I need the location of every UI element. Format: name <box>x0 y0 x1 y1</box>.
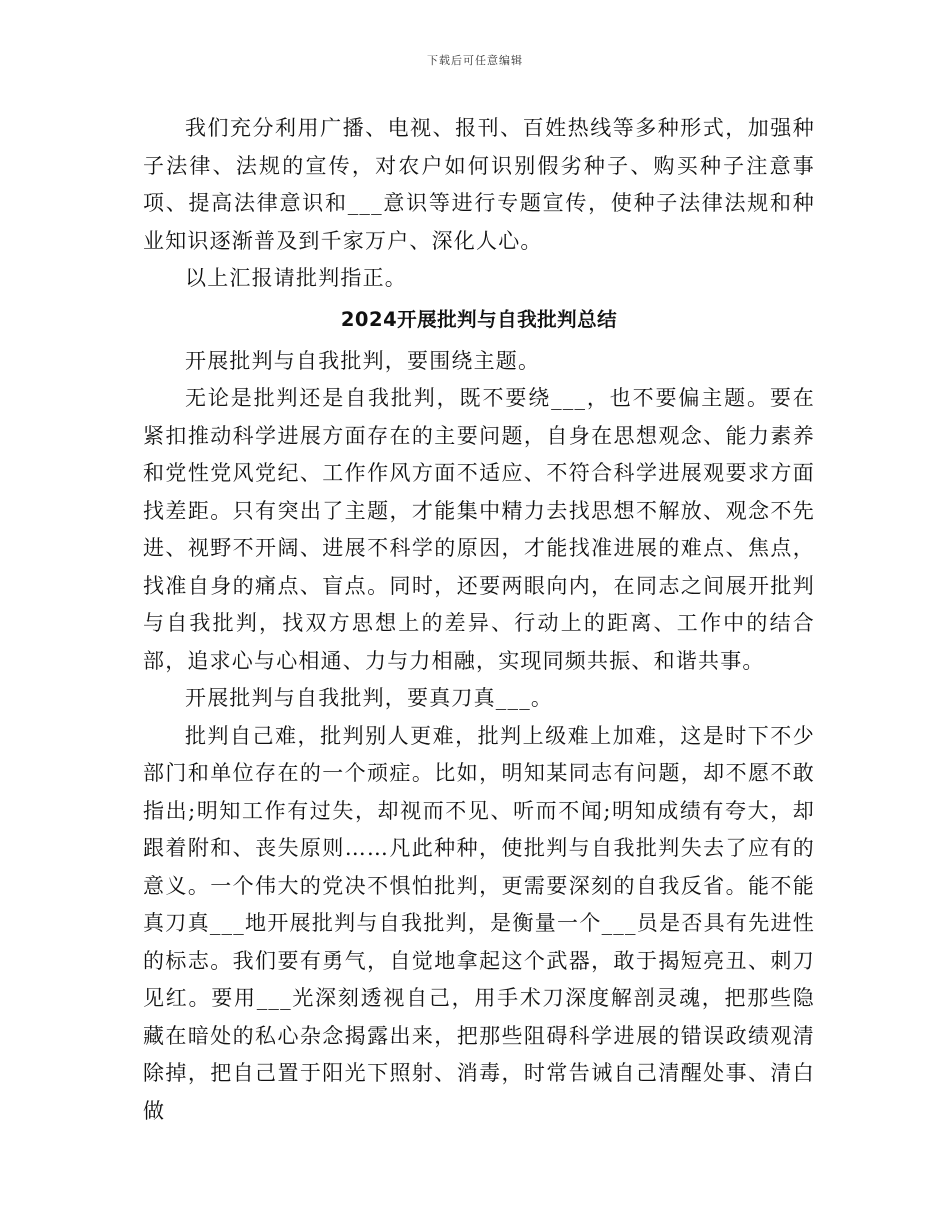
paragraph-focus-theme: 开展批判与自我批判，要围绕主题。 <box>185 348 541 373</box>
section-title: 2024开展批判与自我批判总结 <box>340 307 618 331</box>
paragraph-seed-law-promotion: 我们充分利用广播、电视、报刊、百姓热线等多种形式，加强种子法律、法规的宣传，对农户如何识别假劣种子、购买种子注意事项、提高法律意识和___意识等进行专题宣传，使种子法律法规和种业知识逐渐普及到千家万户、深化人心。 <box>143 116 815 253</box>
paragraph-theme-detail: 无论是批判还是自我批判，既不要绕___，也不要偏主题。要在紧扣推动科学进展方面存在的主要问题，自身在思想观念、能力素养和党性党风党纪、工作作风方面不适应、不符合科学进展观要求方面找差距。只有突出了主题，才能集中精力去找思想不解放、观念不先进、视野不开阔、进展不科学的原因，才能找准进展的难点、焦点，找准自身的痛点、盲点。同时，还要两眼向内，在同志之间展开批判与自我批判，找双方思想上的差异、行动上的距离、工作中的结合部，追求心与心相通、力与力相融，实现同频共振、和谐共事。 <box>143 386 815 673</box>
page-header: 下载后可任意编辑 <box>427 54 523 67</box>
paragraph-real-criticism: 开展批判与自我批判，要真刀真___。 <box>185 686 554 710</box>
document-body <box>143 110 815 1130</box>
paragraph-criticism-detail: 批判自己难，批判别人更难，批判上级难上加难，这是时下不少部门和单位存在的一个顽症。比如，明知某同志有问题，却不愿不敢指出;明知工作有过失，却视而不见、听而不闻;明知成绩有夸大，却跟着附和、丧失原则……凡此种种，使批判与自我批判失去了应有的意义。一个伟大的党决不惧怕批判，更需要深刻的自我反省。能不能真刀真___地开展批判与自我批判，是衡量一个___员是否具有先进性的标志。我们要有勇气，自觉地拿起这个武器，敢于揭短亮丑、刺刀见红。要用___光深刻透视自己，用手术刀深度解剖灵魂，把那些隐藏在暗处的私心杂念揭露出来，把那些阻碍科学进展的错误政绩观清除掉，把自己置于阳光下照射、消毒，时常告诫自己清醒处事、清白做 <box>143 723 815 1123</box>
paragraph-report-closing: 以上汇报请批判指正。 <box>185 266 407 290</box>
